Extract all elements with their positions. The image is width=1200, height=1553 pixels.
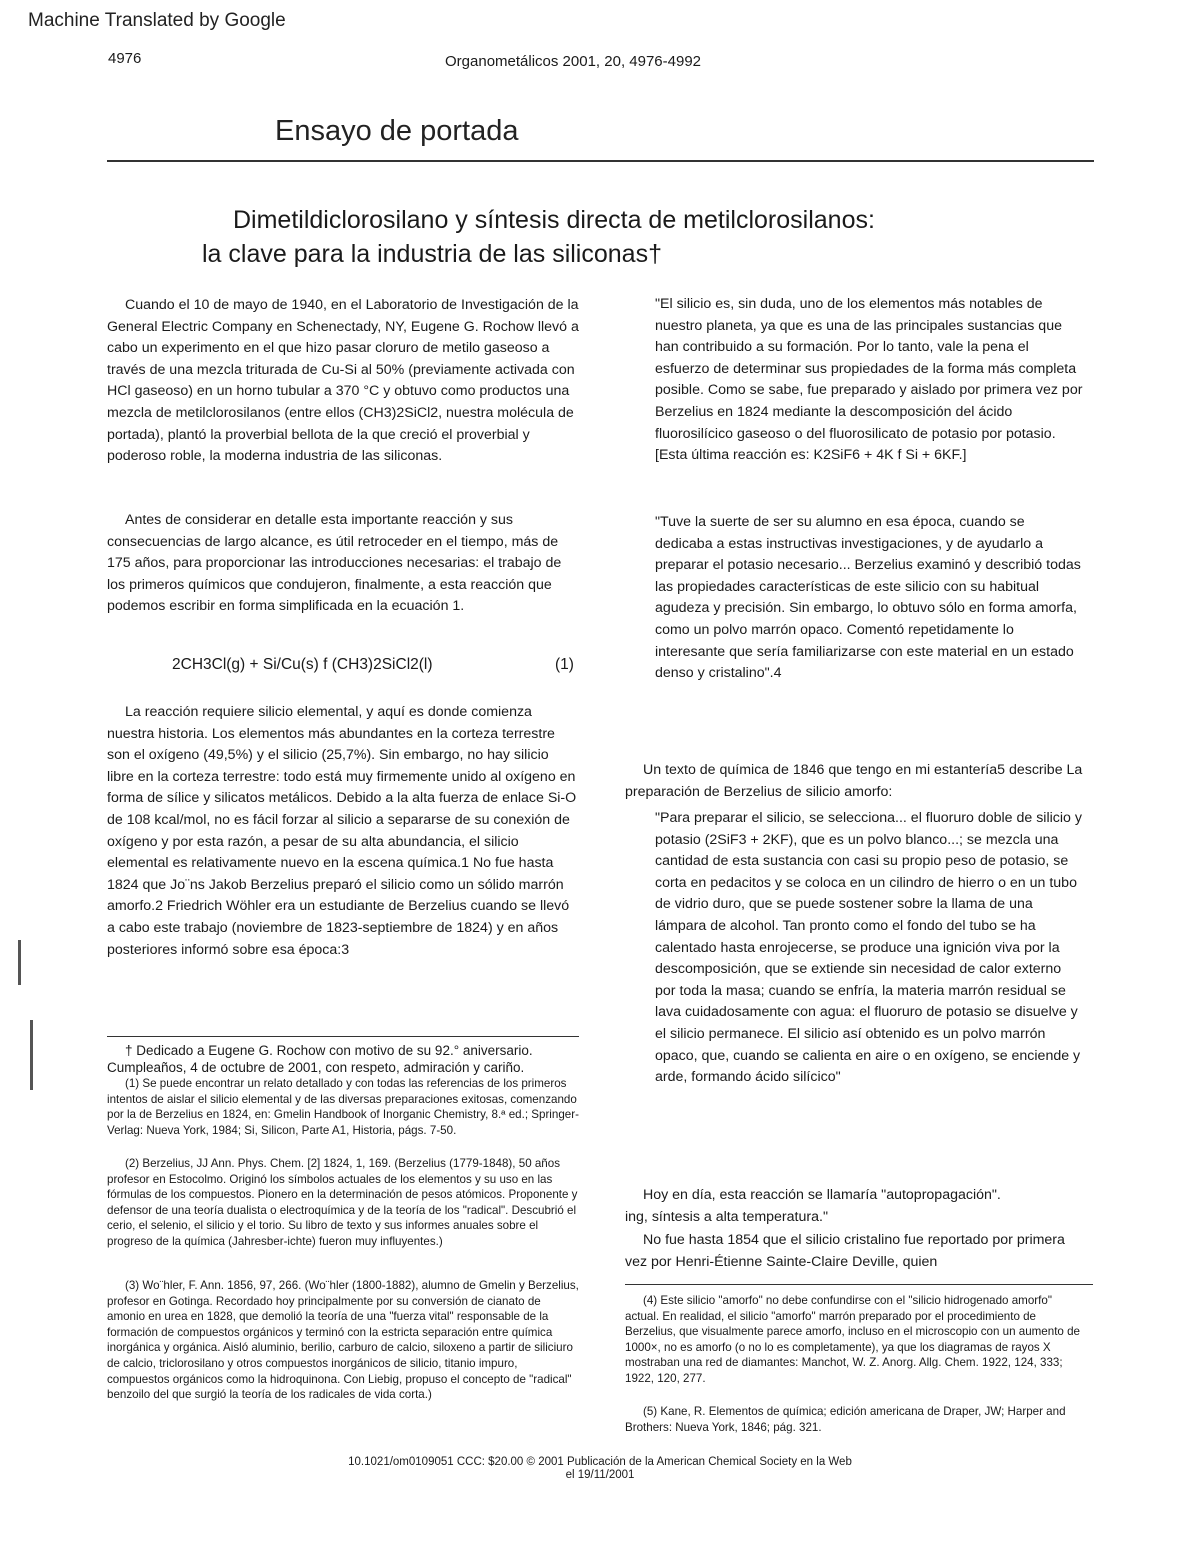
footnote-3: (3) Wo¨hler, F. Ann. 1856, 97, 266. (Wo¨hler (1800-1882), alumno de Gmelin y Berzelius, profesor en Gotinga. Recordado hoy principalmente por su conversión de cianato de amonio en urea en 1828, que demolió la teoría de una "fuerza vital" responsable de la formación de compuestos orgánicos y terminó con la estricta separación entre química inorgánica y orgánica. Aisló aluminio, berilio, carburo de calcio, siloxeno a partir de siliciuro de calcio, triclorosilano y otros compuestos inorgánicos de silicio, titanio impuro, compuestos orgánicos como la hidroquinona. Con Liebig, propuso el concepto de "radical" benzoilo del que surgió la teoría de los radicales de vida corta.) xyxy=(107,1279,579,1402)
page-number: 4976 xyxy=(108,50,142,67)
equation-1: 2CH3Cl(g) + Si/Cu(s) f (CH3)2SiCl2(l) xyxy=(172,656,433,673)
article-title-line2: la clave para la industria de las siliconas† xyxy=(202,240,662,268)
machine-translated-label: Machine Translated by Google xyxy=(28,10,286,31)
right-paragraph-text: Un texto de química de 1846 que tengo en mi estantería5 describe La preparación de Berzelius de silicio amorfo: xyxy=(625,762,1083,800)
side-mark-bottom xyxy=(30,1020,33,1090)
doi-footer xyxy=(300,1456,900,1482)
section-title: Ensayo de portada xyxy=(275,115,519,147)
left-paragraph-1: Cuando el 10 de mayo de 1940, en el Laboratorio de Investigación de la General Electric Company en Schenectady, NY, Eugene G. Rochow llevó a cabo un experimento en el que hizo pasar cloruro de metilo gaseoso a través de una mezcla triturada de Cu-Si al 50% (previamente activada con HCl gaseoso) en un horno tubular a 370 °C y obtuvo como productos una mezcla de metilclorosilanos (entre ellos (CH3)2SiCl2, nuestra molécula de portada), plantó la proverbial bellota de la que creció el proverbial y poderoso roble, la moderna industria de las siliconas. xyxy=(107,297,579,465)
header-rule xyxy=(107,160,1094,162)
article-title-line1: Dimetildiclorosilano y síntesis directa de metilclorosilanos: xyxy=(233,206,875,234)
footnote-5: (5) Kane, R. Elementos de química; edición americana de Draper, JW; Harper and Brothers: Nueva York, 1846; pág. 321. xyxy=(625,1405,1066,1434)
equation-number: (1) xyxy=(555,656,574,673)
footnote-4: (4) Este silicio "amorfo" no debe confundirse con el "silicio hidrogenado amorfo" actual. En realidad, el silicio "amorfo" marrón preparado por el procedimiento de Berzelius, que visualmente parece amorfo, incluso en el microscopio con un aumento de 1000×, no es amorfo (o no lo es completamente), ya que los diagramas de rayos X mostraban una red de diamantes: Manchot, W. Z. Anorg. Allg. Chem. 1922, 124, 333; 1922, 120, 277. xyxy=(625,1294,1080,1385)
right-paragraph-4b: ing, síntesis a alta temperatura." xyxy=(625,1209,828,1225)
footnote-dagger: † Dedicado a Eugene G. Rochow con motivo de su 92.° aniversario. Cumpleaños, 4 de octubre de 2001, con respeto, admiración y cariño. xyxy=(107,1043,533,1075)
footnote-1: (1) Se puede encontrar un relato detallado y con todas las referencias de los primeros intentos de aislar el silicio elemental y de las diversas preparaciones exitosas, comenzando por la de Berzelius en 1824, en: Gmelin Handbook of Inorganic Chemistry, 8.ª ed.; Springer-Verlag: Nueva York, 1984; Si, Silicon, Parte A1, Historia, págs. 7-50. xyxy=(107,1077,579,1137)
footnote-2: (2) Berzelius, JJ Ann. Phys. Chem. [2] 1824, 1, 169. (Berzelius (1779-1848), 50 años profesor en Estocolmo. Originó los símbolos actuales de los elementos y su uso en las fórmulas de los compuestos. Pionero en la determinación de pesos atómicos. Proponente y defensor de una teoría dualista o electroquímica y de la teoría de los "radical". Descubrió el cerio, el selenio, el silicio y el torio. Su libro de texto y sus informes anuales sobre el progreso de la química (Jahresber-ichte) fueron muy influyentes.) xyxy=(107,1157,578,1248)
publication-date-line: el 19/11/2001 xyxy=(565,1469,635,1481)
right-quote-1: "El silicio es, sin duda, uno de los elementos más notables de nuestro planeta, ya que es una de las principales sustancias que han contribuido a su formación. Por lo tanto, vale la pena el esfuerzo de determinar sus propiedades de la forma más completa posible. Como se sabe, fue preparado y aislado por primera vez por Berzelius en 1824 mediante la descomposición del ácido fluorosilícico gaseoso o del fluorosilicato de potasio por potasio. [Esta última reacción es: K2SiF6 + 4K f Si + 6KF.] xyxy=(655,296,1083,464)
right-quote-2: "Tuve la suerte de ser su alumno en esa época, cuando se dedicaba a estas instructivas investigaciones, y de ayudarlo a preparar el potasio necesario... Berzelius examinó y describió todas las propiedades características de este silicio con su habitual agudeza y precisión. Sin embargo, lo obtuvo sólo en forma amorfa, como un polvo marrón opaco. Comentó repetidamente lo interesante que sería familiarizarse con este material en un estado denso y cristalino".4 xyxy=(655,514,1081,682)
left-paragraph-2: Antes de considerar en detalle esta importante reacción y sus consecuencias de largo alcance, es útil retroceder en el tiempo, más de 175 años, para proporcionar las introducciones necesarias: el trabajo de los primeros químicos que condujeron, finalmente, a esta reacción que podemos escribir en forma simplificada en la ecuación 1. xyxy=(107,512,562,615)
right-quote-3: "Para preparar el silicio, se selecciona... el fluoruro doble de silicio y potasio (2SiF3 + 2KF), que es un polvo blanco...; se mezcla una cantidad de esta sustancia con casi su propio peso de potasio, se corta en pedacitos y se coloca en un cilindro de hierro o en un tubo de vidrio duro, que se puede sostener sobre la llama de una lámpara de alcohol. Tan pronto como el fondo del tubo se ha calentado hasta enrojecerse, se produce una ignición viva por la descomposición, que se extiende sin necesidad de calor externo por toda la masa; cuando se enfría, la materia marrón residual se lava cuidadosamente con agua: el fluoruro de potasio se disuelve y el silicio permanece. El silicio así obtenido es un polvo marrón opaco, que, cuando se calienta en aire o en oxígeno, se enciende y arde, formando ácido silícico" xyxy=(655,810,1082,1086)
footnote-rule-right xyxy=(625,1284,1093,1285)
running-head: Organometálicos 2001, 20, 4976-4992 xyxy=(445,53,702,70)
left-paragraph-3: La reacción requiere silicio elemental, y aquí es donde comienza nuestra historia. Los elementos más abundantes en la corteza terrestre son el oxígeno (49,5%) y el silicio (25,7%). Sin embargo, no hay silicio libre en la corteza terrestre: todo está muy firmemente unido al oxígeno en forma de sílice y silicatos metálicos. Debido a la alta fuerza de enlace Si-O de 108 kcal/mol, no es fácil forzar al silicio a separarse de su conexión de oxígeno y por esta razón, a pesar de su alta abundancia, el silicio elemental es relativamente nuevo en la escena química.1 No fue hasta 1824 que Jo¨ns Jakob Berzelius preparó el silicio como un sólido marrón amorfo.2 Friedrich Wöhler era un estudiante de Berzelius cuando se llevó a cabo este trabajo (noviembre de 1823-septiembre de 1824) y en años posteriores informó sobre esa época:3 xyxy=(107,704,577,958)
side-mark-top xyxy=(18,940,21,985)
right-paragraph-5: No fue hasta 1854 que el silicio cristalino fue reportado por primera vez por Henri-Étienne Sainte-Claire Deville, quien xyxy=(625,1232,1065,1270)
footnote-rule-left xyxy=(107,1036,579,1037)
right-paragraph-4a: Hoy en día, esta reacción se llamaría "autopropagación". xyxy=(643,1187,1001,1203)
doi-line: 10.1021/om0109051 CCC: $20.00 © 2001 Publicación de la American Chemical Society en la Web xyxy=(348,1456,852,1468)
